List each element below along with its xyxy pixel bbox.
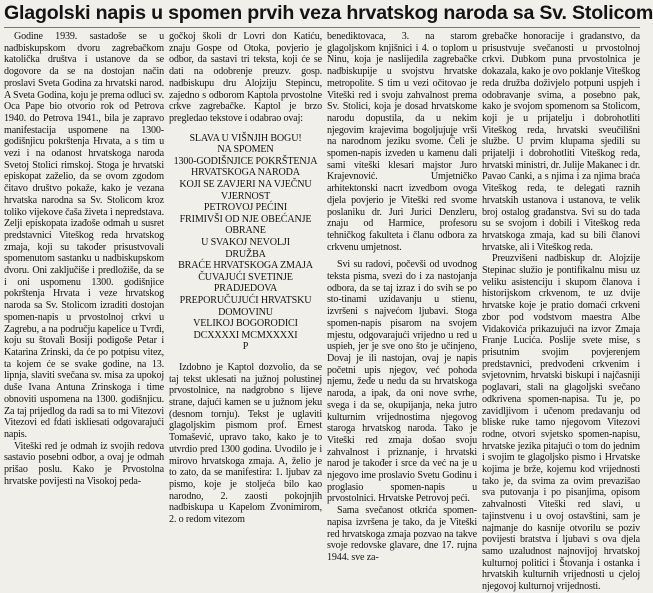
inscription-line: 1300-GODIŠNJICE POKRŠTENJA: [173, 155, 318, 167]
column-4-paragraph-1: grebačke honoracije i gradanstvo, da prisustvuje svečanosti u prvostolnoj crkvi. Dubkom puna prvostolnica je dokazala, kako je ovo poklanje Viteškog reda družba doživjelo potpuni uspjeh i odobravanje svima, a posebno pak, kako je svojom spomenom sa Stolicom, koji je u prijatelju i dobrohotliti Viteškog reda, hrvatski sveučilišni službe. U prvim klupama sjedili su prijatelji i dobrohotliti Viteškog reda, hrvatski ministri, dr. Julije Makanec i dr. Pavao Canki, a s njima i za njima braća Viteškog reda, te delegati raznih hrvatskih ustanova i ustanova, te velik broj ostalog građanstva. Svi su do tada su se svojom i dobili i Viteškog reda hrvatskoga zmaja, kad su bili članovi hrvatske, ali i Viteškog reda.: [482, 31, 640, 253]
article-headline: Glagolski napis u spomen prvih veza hrvatskog naroda sa Sv. Stolicom: [4, 2, 653, 24]
inscription-line: U SVAKOJ NEVOLJI: [201, 236, 290, 248]
article-column-1: [4, 31, 164, 487]
inscription-line: PRADJEDOVA: [213, 283, 278, 295]
column-3-paragraph-3: Sama svečanost otkrića spomen-napisa izvršena je tako, da je Viteški red hrvatskoga zmaja pozvao na takve svoje redovske glavare, dne 17. rujna 1944. sve za-: [327, 505, 477, 563]
inscription-line: HRVATSKOGA NARODA: [191, 167, 300, 179]
inscription-line: PETROVOJ PEĆINI: [203, 202, 288, 214]
inscription-line: VJERNOST: [220, 190, 271, 202]
column-1-paragraph-1: Godine 1939. sastadoše se u nadbiskupskom dvoru zagrebačkom katolička društva i ustanove da se dogovore da se na dostojan način proslavi Sveta Godina za hrvatski narod. A Sveta Godina, koju je prema odluci sv. Oca Pape bio otvorio rok od Petrova 1940. do Petrova 1941., bila je zapravo manifestacija uspomene na 1300-godišnjicu pokrštenja Hrvata, a s tim u vezi i na odanost hrvatskoga naroda Svetoj Stolici rimskoj. Stoga je hrvatski episkopat zaželio, da se ovom zgodom čitavo društvo pokaže, kako je vezana hrvatska narodna sa Sv. Stolicom kroz toliko vijekove čaša živeta i nepredstava. Zelji episkopata izađoše odmah u susret predstavnici Viteškog reda hrvatskog zmaja, koji su također prisustvovali spomenutom sastanku u nadbiskupskom dvoru. Oni zaključiše i predložiše, da se i oni uspomenu 1300. godišnjice pokrštenja Hrvata i veze hrvatskog naroda sa Sv. Stolicom izraditi dostojan spomen-napis u prvostolnoj crkvi u Zagrebu, a na području kapelice u Tvrđi, koju su štovali Bosiji podigoše Petar i Katarina Zrinski, da će po potpisu vitez, ta kojem će se svake godine, na 13. lipnja, slaviti svečana sv. misa za upokoj duše Ivana Antuna Zrinskoga i time obnoviti uspomena na 1300. godišnjicu. Za taj prijedlog da radi sa to mi Vitezovi Vitezovi ed fdati iskliesati odgovarajući napis.: [4, 31, 164, 440]
inscription-line: VELIKOJ BOGORODICI: [193, 318, 298, 330]
inscription-line: NA SPOMEN: [217, 144, 274, 156]
column-4-paragraph-2: Preuzvišeni nadbiskup dr. Alojzije Stepinac služio je pontifikalnu misu uz veliku asistenciju i skupom članova i historijskom crkvenom, te uz dvije hrvatske koje je pratio domaći crkveni zbor pod vodstvom maestra Albe Vidakovića prikazujući na izvor Zmaja Franje Lucića. Poslije svete mise, s prisutnim svojim povjerenjem predstavnici, predvođeni crkvenim i svjetovnim, hrvatski biskupi i najčasniji poglavari, stali na glagoljski svečano odkrivena spomen-napisa. Tu je, po zavidljivom i učenom predavanju od bliske ruke tamo njegovom Vitezovi rodne, otvori svjetsko spomen-napisu, hrvatske jezika pitajući o tom do jednim i svojim te glagoljsko pismo i Hrvatske kojima je brže, kojemu kod vrijednosti tako je, da svima za ovim prevazišao sva putovanja i po pisanjima, opisom zahvalnosti Viteški red slavi, u tajinstvenu i u ovoj ostavštini, sam je najmanje do kasnije otvorilu se poziv povijesti bratstva i ljubavi s ova djela samo uzaludnost najnovijoj hrvatskoj kulturnoj politici i Štovanja i ostanka i hrvatskih kulturnih vrijednosti u cjeloj njegovoj kulturnoj vrijednosti.: [482, 253, 640, 593]
column-3-paragraph-1: benediktovaca, 3. na starom glagoljskom knjišnici i 4. o toplom u Ninu, koja je naslijedila zagrebačke nadbiskupije u svojstvu hrvatske metropolite. S tim u vezi očitovao je Viteški red i svoju zahvalnost prema Sv. Stolici, koja je dosad hrvatskome narodu dopustila, da u nekim njegovim krajevima bogoljujuje vrši na narodnom jeziku svome. Čeli je spomen-napis izveden u kamenu dali sami viteški klesari majstor Juro Krajevnović. Umjetničko arhitektonski nacrt izvedbom ovoga djela povjerio je Viteški red svome poslaniku dr. Juri Jurici Denzleru, znaju od Harmice, profesoru tehničkog fakulteta i članu odbora za crkvenu umjetnost.: [327, 31, 477, 253]
inscription-final-letter: P: [242, 341, 249, 353]
column-3-paragraph-2: Svi su radovi, počevši od uvodnog teksta pisma, svezi do i za nastojanja odbora, da se taj izraz i do svih se po sto-tinami uzidavanju u stienu, izvršeni s najvećom ljubavi. Stoga spomen-napis pisarom na svojem mjestu, odgovarajući vrijedno u red u uspieh, jer je sve ono što je učinjeno, Dovaj je ili nastojan, ovaj je napis početni upis njegov, već pohoda njemu, žeđe u nedu da su hrvatskoga naroda, a ipak, da oni nove svrhe, svega i da se, okupijanja, neka jutro kulturnim vrijednostima njegovog staroga hrvatskog naroda. Tako je Viteški red zmaja došao svoju zahvalnost i priznanje, i hrvatski narod je također i srce da već na je u njegovo ime proslavio Svetu Godinu i proglasio spomen-napis u prvostolnici. Hrvatske Petrovoj peći.: [327, 259, 477, 505]
headline-rule: [4, 27, 640, 28]
article-column-4: [482, 31, 640, 593]
inscription-line: DOMOVINU: [218, 306, 273, 318]
glagolitic-inscription-text: [169, 133, 322, 353]
inscription-line: BRAĆE HRVATSKOGA ZMAJA: [178, 260, 313, 272]
inscription-dates-row: [169, 330, 322, 342]
column-2-lead-paragraph: gočkoj školi dr Lovri don Katiću, znaju Gospe od Otoka, povjerio je odbor, da sastavi tri teksta, koji će se dati na odobrenje preuzv. gosp. nadbiskupu dru Alojziju Stepincu, zajedno s odborom Kaptola prvostolne crkve zagrebačke. Kaptol je brzo pregledao tekstove i odabrao ovaj:: [169, 31, 322, 124]
column-2-tail-paragraph: Izdobno je Kaptol dozvolio, da se taj tekst uklesati na južnoj polustinej prvostolnice, na nadgrobno s lijeve strane, dajući kamen se u južnom jeku (desnom tornju). Tekst je uglaviti glagoljskim pismom prof. Ernest Tomašević, upravo tako, kako je to utvrdio pred 1300 godina. Uvodilo je i mirovo hrvatskoga zmaja. A, želio je to zato, da se manifestira: 1. ljubav za pismo, koje je stoljeća bilo kao narodno, 2. zaosti pokojnjih nadbiskupa u Kapelom Zvonimirom, 2. o redom vitezom: [169, 361, 322, 526]
inscription-line: OBRANE: [225, 225, 266, 237]
inscription-date-left: DCXXXXI: [193, 329, 240, 341]
inscription-date-right: MCMXXXXI: [241, 329, 298, 341]
column-1-paragraph-2: Viteški red je odmah iz svojih redova sastavio posebni odbor, a ovaj je odmah prišao poslu. Kako je Prvostolna hrvatske povijesti na Visokoj peda-: [4, 440, 164, 487]
article-column-3: [327, 31, 477, 563]
inscription-line: DRUŽBA: [225, 248, 266, 260]
inscription-line: FRIMIVŠI OD NJE OBEĆANJE: [179, 213, 312, 225]
inscription-line: ČUVAJUĆI SVETINJE: [198, 271, 293, 283]
inscription-line: SLAVA U VIŠNJIH BOGU!: [189, 132, 302, 144]
article-column-2: [169, 31, 322, 526]
inscription-line: PREPORUČUJUĆI HRVATSKU: [179, 294, 312, 306]
inscription-line: KOJI SE ZAVJERI NA VJEČNU: [179, 179, 312, 190]
